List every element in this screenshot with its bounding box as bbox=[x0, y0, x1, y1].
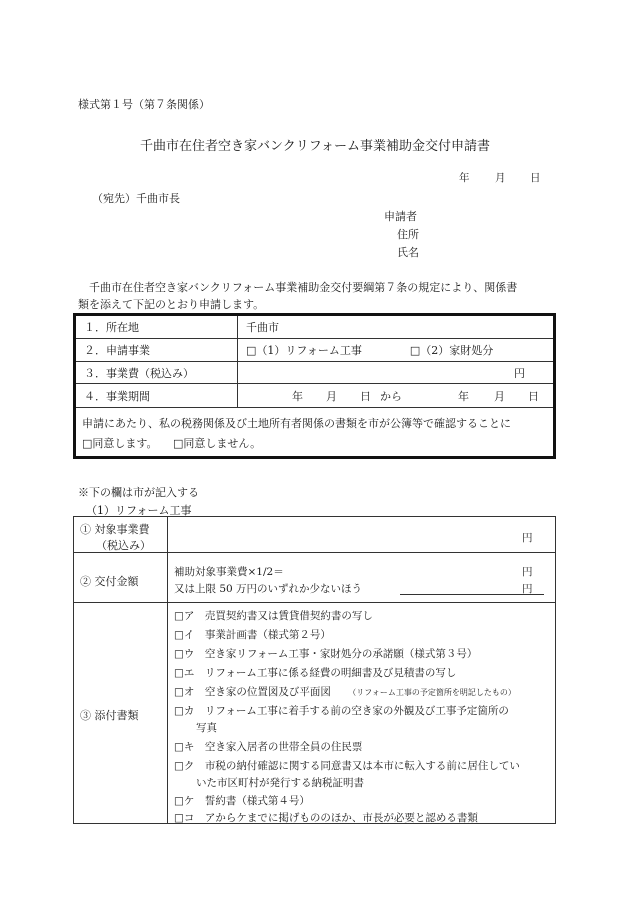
location-value[interactable]: 千曲市 bbox=[246, 321, 279, 334]
doc-o-text: □オ 空き家の位置図及び平面図 bbox=[174, 686, 331, 698]
cost-field[interactable] bbox=[238, 362, 553, 383]
grant-amount-label: ② 交付金額 bbox=[80, 575, 139, 588]
date-year: 年 bbox=[459, 172, 470, 184]
doc-ka-continued: 写真 bbox=[196, 722, 217, 734]
project-option-reform-checkbox[interactable]: □（1）リフォーム工事 bbox=[246, 344, 362, 357]
doc-ku-continued: いた市区町村が発行する納税証明書 bbox=[196, 777, 364, 789]
row-location bbox=[76, 316, 553, 339]
period-day-1: 日 bbox=[360, 389, 371, 403]
doc-ko-checkbox[interactable]: □コ アからケまでに掲げもののほか、市長が必要と認める書類 bbox=[174, 812, 478, 824]
period-field[interactable] bbox=[238, 384, 553, 407]
target-cost-label: ① 対象事業費 bbox=[80, 523, 150, 536]
period-month-2: 月 bbox=[494, 389, 505, 403]
cost-unit: 円 bbox=[514, 366, 525, 380]
applicant-address-label: 住所 bbox=[397, 228, 419, 241]
doc-a-checkbox[interactable]: □ア 売買契約書又は賃貸借契約書の写し bbox=[174, 610, 373, 622]
consent-section bbox=[82, 414, 511, 454]
doc-o-checkbox[interactable] bbox=[174, 684, 516, 699]
doc-i-checkbox[interactable]: □イ 事業計画書（様式第２号） bbox=[174, 629, 331, 641]
consent-agree-checkbox[interactable]: □同意します。 bbox=[82, 437, 158, 450]
form-number: 様式第１号（第７条関係） bbox=[78, 98, 210, 111]
doc-ku-checkbox[interactable]: □ク 市税の納付確認に関する同意書又は本市に転入する前に居住してい bbox=[174, 760, 520, 772]
date-month: 月 bbox=[495, 172, 506, 184]
period-label: ４．事業期間 bbox=[76, 384, 238, 407]
doc-ka-checkbox[interactable]: □カ リフォーム工事に着手する前の空き家の外観及び工事予定箇所の bbox=[174, 705, 509, 717]
target-cost-label-tax: （税込み） bbox=[96, 539, 151, 552]
attachments-label: ③ 添付書類 bbox=[80, 709, 139, 722]
doc-o-note: （リフォーム工事の予定箇所を明記したもの） bbox=[348, 688, 516, 697]
period-month-1: 月 bbox=[326, 389, 337, 403]
applicant-name-label: 氏名 bbox=[397, 246, 419, 259]
grant-formula: 補助対象事業費×1/2＝ bbox=[174, 566, 284, 578]
location-label: １．所在地 bbox=[76, 316, 238, 338]
section-subheading: （1）リフォーム工事 bbox=[86, 504, 192, 517]
addressee: （宛先）千曲市長 bbox=[92, 192, 180, 205]
project-option-disposal-checkbox[interactable]: □（2）家財処分 bbox=[409, 344, 494, 357]
doc-u-checkbox[interactable]: □ウ 空き家リフォーム工事・家財処分の承諾願（様式第３号） bbox=[174, 648, 478, 660]
row-cost bbox=[76, 362, 553, 384]
doc-e-checkbox[interactable]: □エ リフォーム工事に係る経費の明細書及び見積書の写し bbox=[174, 667, 457, 679]
period-day-2: 日 bbox=[528, 389, 539, 403]
consent-disagree-checkbox[interactable]: □同意しません。 bbox=[173, 437, 262, 450]
applicant-label: 申請者 bbox=[384, 210, 417, 223]
grant-limit-text: 又は上限 50 万円のいずれか少ないほう bbox=[174, 583, 363, 595]
grant-formula-unit: 円 bbox=[522, 566, 533, 578]
consent-text: 申請にあたり、私の税務関係及び土地所有者関係の書類を市が公簿等で確認することに bbox=[82, 417, 511, 430]
row-period bbox=[76, 384, 553, 408]
project-options bbox=[238, 339, 553, 361]
statement-line-1: 千曲市在住者空き家バンクリフォーム事業補助金交付要綱第７条の規定により、関係書 bbox=[89, 281, 518, 294]
cost-label: ３．事業費（税込み） bbox=[76, 362, 238, 383]
doc-ki-checkbox[interactable]: □キ 空き家入居者の世帯全員の住民票 bbox=[174, 741, 363, 753]
city-use-note: ※下の欄は市が記入する bbox=[78, 486, 199, 499]
target-cost-unit: 円 bbox=[522, 532, 533, 544]
row-project bbox=[76, 339, 553, 362]
period-year-2: 年 bbox=[458, 389, 469, 403]
document-title: 千曲市在住者空き家バンクリフォーム事業補助金交付申請書 bbox=[139, 139, 491, 154]
application-statement bbox=[78, 279, 558, 313]
application-table bbox=[73, 313, 556, 459]
date-day: 日 bbox=[530, 172, 541, 184]
doc-ke-checkbox[interactable]: □ケ 誓約書（様式第４号） bbox=[174, 795, 310, 807]
city-use-table bbox=[73, 516, 556, 824]
grant-limit-unit: 円 bbox=[522, 583, 533, 595]
statement-line-2: 類を添えて下記のとおり申請します。 bbox=[78, 298, 265, 311]
project-label: ２．申請事業 bbox=[76, 339, 238, 361]
period-year-1: 年 bbox=[292, 389, 303, 403]
period-from: から bbox=[380, 389, 402, 403]
